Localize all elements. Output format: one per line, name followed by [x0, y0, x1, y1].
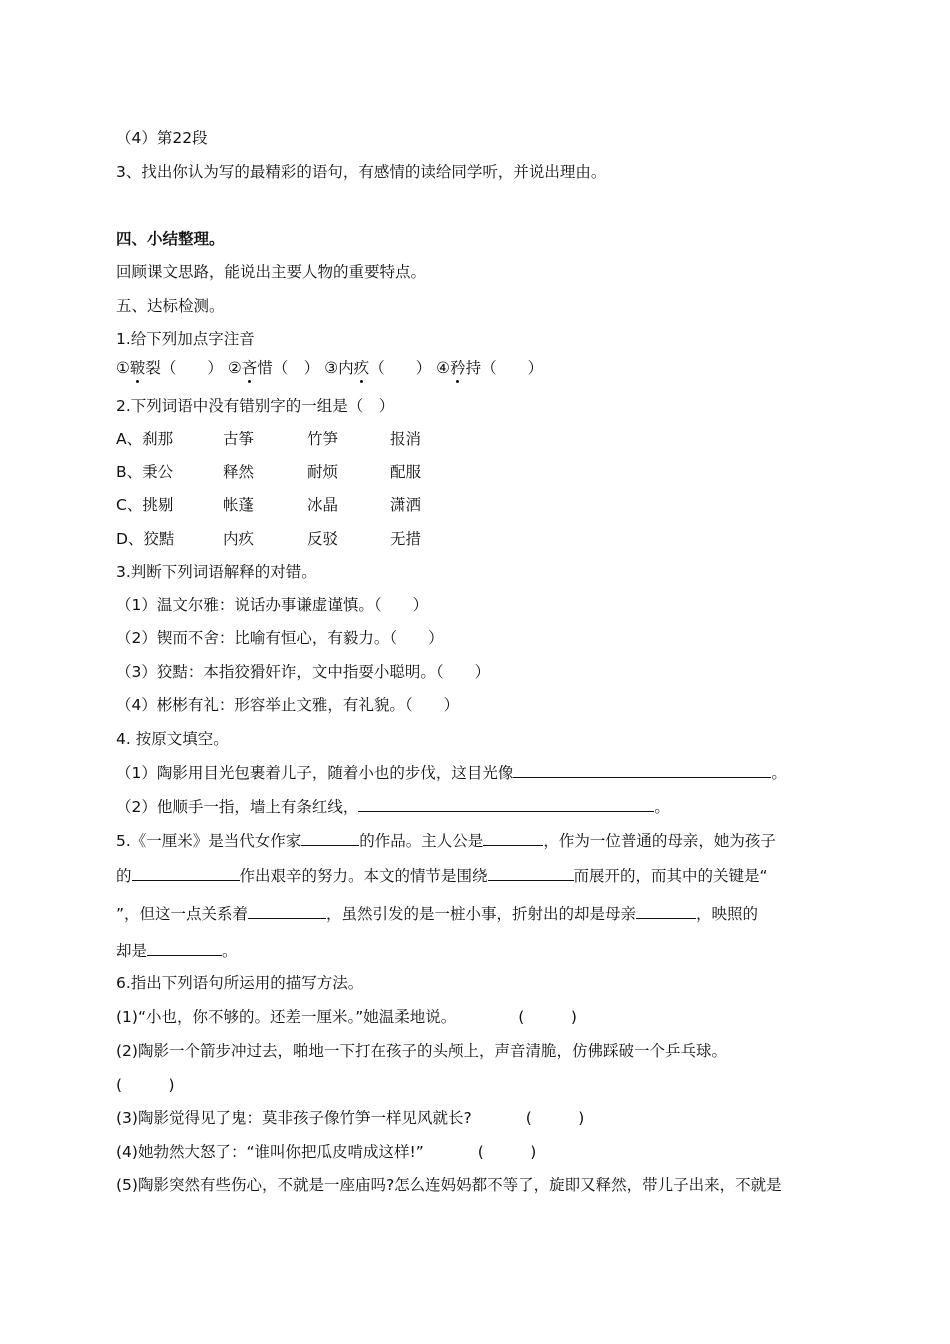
- answer-paren[interactable]: ( ): [518, 1008, 577, 1026]
- fill-blank[interactable]: [147, 940, 222, 956]
- dotted-char: 疚: [353, 359, 370, 377]
- q2-word: 配服: [390, 463, 422, 481]
- fill-blank[interactable]: [358, 796, 654, 812]
- fill-blank[interactable]: [488, 865, 574, 881]
- answer-paren[interactable]: ( ): [116, 1076, 175, 1094]
- q4-line-1: （1）陶影用目光包裹着儿子，随着小也的步伐，这目光像 。: [116, 764, 787, 782]
- q2-word: 无措: [390, 530, 422, 548]
- q3-item: （3）狡黠：本指狡猾奸诈，文中指耍小聪明。（ ）: [116, 663, 491, 681]
- q2-word: 古筝: [223, 430, 255, 448]
- q3-item: （1）温文尔雅：说话办事谦虚谨慎。（ ）: [116, 596, 429, 614]
- q5-line-1: 5.《一厘米》是当代女作家 的作品。主人公是 ，作为一位普通的母亲，她为孩子: [116, 832, 776, 850]
- fill-blank[interactable]: [513, 762, 771, 778]
- section-5-heading: 五、达标检测。: [116, 297, 225, 315]
- dotted-char: 吝: [241, 359, 258, 377]
- q1-item: ②吝惜（ ）: [227, 359, 320, 377]
- q1-items: [116, 358, 543, 378]
- q5-line-2: 的 作出艰辛的努力。本文的情节是围绕 而展开的，而其中的关键是“: [116, 867, 768, 885]
- q1-item: ④矜持（ ）: [436, 359, 544, 377]
- dotted-char: 皲: [129, 359, 146, 377]
- q6-sentence-3: (3)陶影觉得见了鬼：莫非孩子像竹笋一样见风就长? ( ): [116, 1109, 585, 1127]
- q3-title: 3.判断下列词语解释的对错。: [116, 563, 317, 581]
- q2-word: 耐烦: [307, 463, 339, 481]
- q2-word: 帐蓬: [223, 496, 255, 514]
- q6-sentence-5: (5)陶影突然有些伤心，不就是一座庙吗?怎么连妈妈都不等了，旋即又释然，带儿子出来，不就是: [116, 1176, 782, 1194]
- q2-word: 竹笋: [307, 430, 339, 448]
- question-3-prompt: 3、找出你认为写的最精彩的语句，有感情的读给同学听，并说出理由。: [116, 163, 607, 181]
- q2-option: D、狡黠: [116, 530, 175, 548]
- q2-word: 反驳: [307, 530, 339, 548]
- q6-sentence-1: (1)“小也，你不够的。还差一厘米。”她温柔地说。 ( ): [116, 1008, 577, 1026]
- q3-item: （4）彬彬有礼：形容举止文雅，有礼貌。（ ）: [116, 696, 460, 714]
- dotted-char: 矜: [450, 359, 466, 377]
- q1-item: ①皲裂（ ）: [116, 359, 223, 377]
- fill-blank[interactable]: [248, 903, 326, 919]
- answer-paren[interactable]: ( ): [525, 1109, 585, 1127]
- fill-blank[interactable]: [132, 865, 240, 881]
- fill-blank[interactable]: [636, 903, 696, 919]
- q2-word: 报消: [390, 430, 422, 448]
- fill-blank[interactable]: [301, 830, 359, 846]
- q2-title: 2.下列词语中没有错别字的一组是（ ）: [116, 397, 395, 415]
- q2-word: 释然: [223, 463, 255, 481]
- item-4-line: （4）第22段: [116, 129, 208, 147]
- q5-line-4: 却是 。: [116, 942, 238, 960]
- q2-word: 冰晶: [307, 496, 339, 514]
- q2-option: C、挑剔: [116, 496, 174, 514]
- q6-sentence-2: (2)陶影一个箭步冲过去，啪地一下打在孩子的头颅上，声音清脆，仿佛踩破一个乒乓球。: [116, 1042, 727, 1060]
- q2-word: 潇洒: [390, 496, 422, 514]
- section-4-heading: 四、小结整理。: [116, 230, 225, 248]
- section-4-text: 回顾课文思路，能说出主要人物的重要特点。: [116, 263, 427, 281]
- q3-item: （2）锲而不舍：比喻有恒心，有毅力。（ ）: [116, 629, 444, 647]
- q6-title: 6.指出下列语句所运用的描写方法。: [116, 974, 364, 992]
- q4-line-2: （2）他顺手一指，墙上有条红线， 。: [116, 798, 670, 816]
- q2-option: B、秉公: [116, 463, 174, 481]
- q1-title: 1.给下列加点字注音: [116, 330, 255, 348]
- q5-line-3: ”，但这一点关系着 ，虽然引发的是一桩小事，折射出的却是母亲 ，映照的: [116, 905, 759, 923]
- q6-sentence-4: (4)她勃然大怒了：“谁叫你把瓜皮啃成这样!” ( ): [116, 1143, 537, 1161]
- q2-word: 内疚: [223, 530, 255, 548]
- q2-option: A、刹那: [116, 430, 174, 448]
- fill-blank[interactable]: [483, 830, 543, 846]
- answer-paren[interactable]: ( ): [477, 1143, 537, 1161]
- q1-item: ③内疚（ ）: [324, 359, 432, 377]
- q4-title: 4. 按原文填空。: [116, 730, 229, 748]
